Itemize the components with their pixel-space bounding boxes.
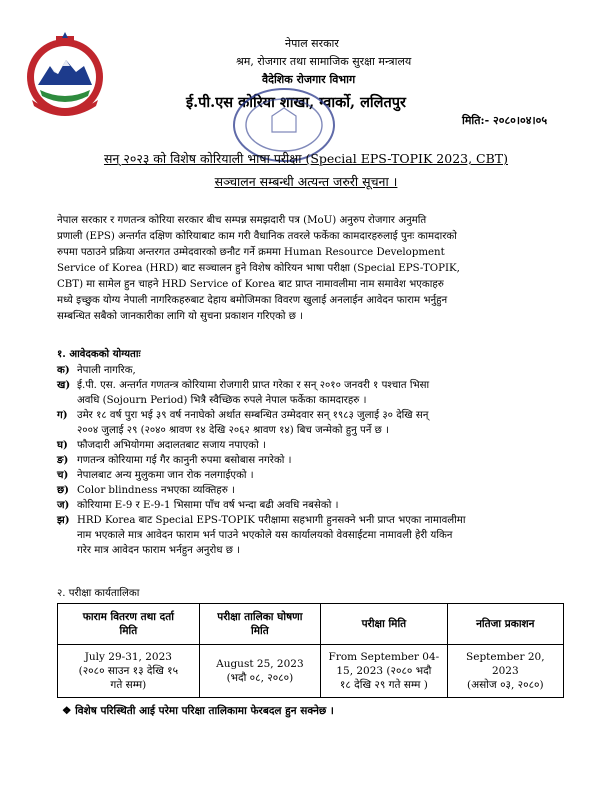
cell-text: From September 04- — [328, 651, 440, 663]
item-text: नाम भएकाले मात्र आवेदन फाराम भर्न पाउने भएकोले यस कार्यालयको वेवसाईटमा नामावली हेरी यकिन — [77, 530, 453, 541]
table-header-cell — [58, 604, 200, 645]
item-text: गरेर मात्र आवेदन फाराम भर्नहुन अनुरोध छ । — [77, 545, 241, 556]
cell-text: 2023 — [491, 665, 519, 677]
cell-text: (२०८० साउन १३ देखि १५ — [78, 665, 179, 677]
nepal-government-emblem — [20, 30, 110, 120]
item-label: ग) — [57, 409, 68, 421]
eligibility-list — [57, 363, 562, 558]
table-header-row — [58, 604, 564, 645]
exam-schedule-table — [57, 603, 564, 698]
eligibility-item — [57, 483, 562, 498]
item-label: च) — [57, 469, 69, 481]
intro-line: CBT) मा सामेल हुन चाहने HRD Service of Korea बाट प्राप्त नामावलीमा नाम समावेश भएकाहरु — [57, 279, 444, 290]
eligibility-item — [57, 438, 562, 453]
cell-text: गते सम्म) — [110, 679, 147, 691]
cell-text: (भदौ ०८, २०८०) — [226, 672, 294, 684]
item-label: क) — [57, 364, 70, 376]
eligibility-item — [57, 378, 562, 408]
item-label: ख) — [57, 379, 71, 391]
header-text: फाराम वितरण तथा दर्ता — [82, 611, 174, 623]
header-text: परीक्षा मिति — [361, 618, 407, 630]
header-government: नेपाल सरकार — [285, 37, 339, 50]
section1-heading: १. आवेदकको योग्यताः — [57, 348, 141, 360]
item-label: घ) — [57, 439, 68, 451]
eligibility-item — [57, 498, 562, 513]
item-label: झ) — [57, 514, 70, 526]
item-text: २००४ जुलाई २९ (२०४० श्रावण १४ देखि २०६२ श्रावण १४) बिच जन्मेको हुनु पर्ने छ । — [77, 425, 389, 436]
table-cell — [199, 645, 320, 698]
table-cell — [58, 645, 200, 698]
item-text: ई.पी. एस. अन्तर्गत गणतन्त्र कोरियामा रोजगारी प्राप्त गरेका र सन् २०१० जनवरी १ पश्चात भिसा — [77, 380, 430, 391]
item-label: ङ) — [57, 454, 69, 466]
item-label: छ) — [57, 484, 69, 496]
table-header-cell — [447, 604, 563, 645]
cell-text: (असोज ०३, २०८०) — [467, 679, 544, 691]
intro-paragraph — [57, 213, 460, 325]
item-text: अवधि (Sojourn Period) भित्रै स्वैच्छिक रुपले नेपाल फर्केका कामदारहरु । — [77, 395, 367, 406]
intro-line: मध्ये इच्छुक योग्य नेपाली नागरिकहरुबाट देहाय बमोजिमका विवरण खुलाई अनलाईन आवेदन फाराम भर्नुहुन — [57, 295, 448, 306]
section2-heading: २. परीक्षा कार्यतालिका — [57, 588, 140, 599]
eligibility-item — [57, 408, 562, 438]
header-department: वैदेशिक रोजगार विभाग — [262, 73, 356, 86]
item-text: गणतन्त्र कोरियामा गई गैर कानुनी रुपमा बसोबास नगरेको । — [77, 455, 292, 466]
eligibility-item — [57, 363, 562, 378]
notice-title: सन् २०२३ को विशेष कोरियाली भाषा परीक्षा (Special EPS-TOPIK 2023, CBT) — [103, 151, 509, 166]
cell-text: July 29-31, 2023 — [84, 651, 172, 663]
cell-text: 15, 2023 (२०८० भदौ — [336, 665, 432, 677]
table-cell — [321, 645, 448, 698]
header-text: परीक्षा तालिका घोषणा — [217, 611, 303, 623]
item-text: उमेर १८ वर्ष पुरा भई ३९ वर्ष ननाघेको अर्थात सम्बन्धित उम्मेदवार सन् १९८३ जुलाई ३० देखि सन् — [77, 410, 429, 421]
header-text: नतिजा प्रकाशन — [476, 618, 535, 630]
table-cell — [447, 645, 563, 698]
table-header-cell — [199, 604, 320, 645]
item-text: HRD Korea बाट Special EPS-TOPIK परीक्षामा सहभागी हुनसक्ने भनी प्राप्त भएका नामावलीमा — [77, 515, 466, 526]
intro-line: प्रणाली (EPS) अन्तर्गत दक्षिण कोरियाबाट काम गरी वैधानिक तवरले फर्केका कामदारहरुलाई पुनः कामदारको — [57, 231, 457, 242]
item-text: नेपालबाट अन्य मुलुकमा जान रोक नलगाईएको । — [77, 470, 254, 481]
cell-text: September 20, — [466, 651, 545, 663]
table-header-cell — [321, 604, 448, 645]
header-text: मिति — [119, 625, 138, 637]
item-text: फौजदारी अभियोगमा अदालतबाट सजाय नपाएको । — [77, 440, 266, 451]
intro-line: नेपाल सरकार र गणतन्त्र कोरिया सरकार बीच सम्पन्न समझदारी पत्र (MoU) अनुरुप रोजगार अनुमति — [57, 215, 427, 226]
intro-line: Service of Korea (HRD) बाट सञ्चालन हुने विशेष कोरियन भाषा परीक्षा (Special EPS-TOPIK, — [57, 263, 460, 274]
item-text: Color blindness नभएका व्यक्तिहरु । — [77, 485, 235, 496]
intro-line: सम्बन्धित सबैको जानकारीका लागि यो सुचना प्रकाशन गरिएको छ । — [57, 311, 304, 322]
header-branch: ई.पी.एस कोरिया शाखा, ग्वार्को, ललितपुर — [186, 94, 406, 111]
header-ministry: श्रम, रोजगार तथा सामाजिक सुरक्षा मन्त्रालय — [236, 55, 412, 68]
intro-line: रुपमा पठाउने प्रक्रिया अन्तरगत उम्मेदवारको छनौट गर्ने क्रममा Human Resource Development — [57, 247, 445, 258]
header-date: मिति:- २०८०।०४।०५ — [462, 114, 548, 127]
eligibility-item — [57, 513, 562, 558]
eligibility-item — [57, 453, 562, 468]
schedule-change-note: ❖ विशेष परिस्थिती आई परेमा परिक्षा तालिकामा फेरबदल हुन सक्नेछ । — [62, 705, 334, 717]
item-label: ज) — [57, 499, 70, 511]
table-row — [58, 645, 564, 698]
item-text: कोरियामा E-9 र E-9-1 भिसामा पाँच वर्ष भन्दा बढी अवधि नबसेको । — [77, 500, 339, 511]
cell-text: August 25, 2023 — [216, 658, 304, 670]
notice-subtitle: सञ्चालन सम्बन्धी अत्यन्त जरुरी सूचना । — [214, 174, 398, 189]
cell-text: १८ देखि २९ गते सम्म ) — [339, 679, 428, 691]
item-text: नेपाली नागरिक, — [77, 365, 136, 376]
header-text: मिति — [251, 625, 269, 637]
eligibility-item — [57, 468, 562, 483]
